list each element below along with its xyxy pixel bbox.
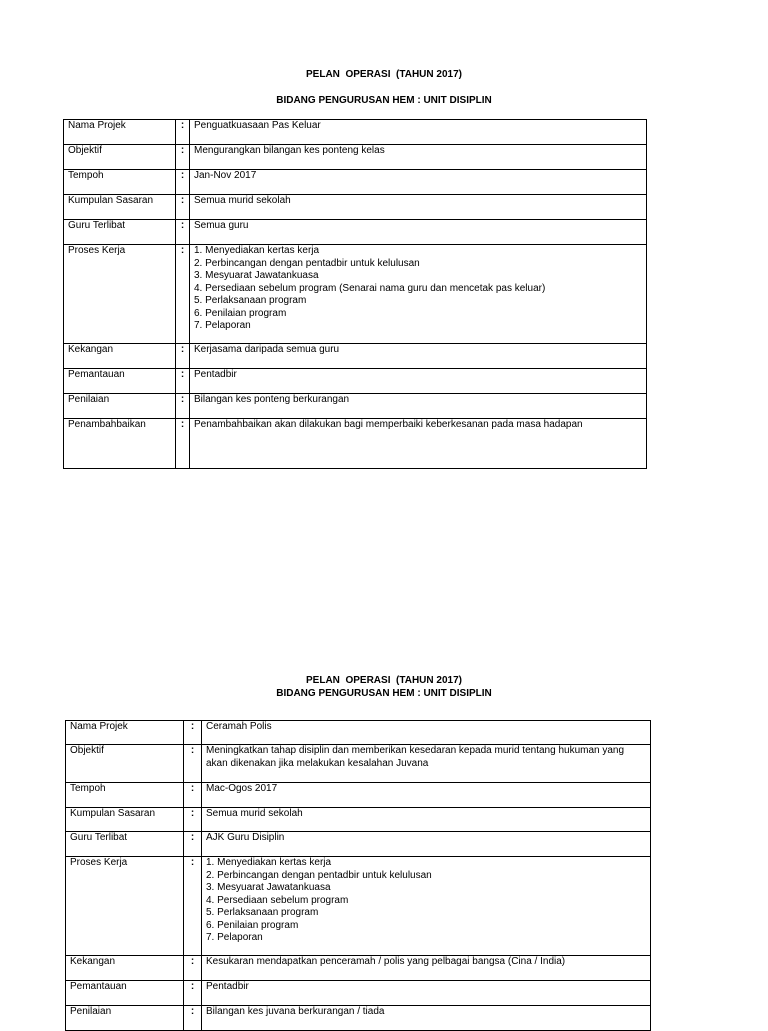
table-row (64, 245, 647, 344)
list-item: 2. Perbincangan dengan pentadbir untuk kelulusan (206, 869, 432, 881)
table-row (66, 832, 651, 857)
row-value: Bilangan kes ponteng berkurangan (190, 394, 647, 419)
table-row (66, 745, 651, 783)
process-list (194, 245, 642, 333)
colon: : (176, 170, 190, 195)
list-item: 6. Penilaian program (206, 919, 299, 931)
row-label: Guru Terlibat (64, 220, 176, 245)
colon: : (176, 120, 190, 145)
list-item: 2. Perbincangan dengan pentadbir untuk kelulusan (194, 257, 420, 269)
colon: : (176, 344, 190, 369)
colon: : (176, 195, 190, 220)
colon: : (184, 832, 202, 857)
row-value: Pentadbir (190, 369, 647, 394)
list-item: 3. Mesyuarat Jawatankuasa (206, 882, 331, 893)
row-value: Ceramah Polis (202, 721, 651, 745)
table-row (64, 145, 647, 170)
colon: : (176, 419, 190, 469)
colon: : (184, 745, 202, 783)
row-label: Penambahbaikan (64, 419, 176, 469)
row-label: Pemantauan (66, 981, 184, 1006)
table-row (66, 1006, 651, 1031)
row-label: Penilaian (66, 1006, 184, 1031)
row-label: Kekangan (66, 956, 184, 981)
row-label: Objektif (66, 745, 184, 783)
table-row (64, 120, 647, 145)
list-item: 4. Persediaan sebelum program (Senarai nama guru dan mencetak pas keluar) (194, 282, 546, 294)
list-item: 7. Pelaporan (194, 320, 251, 331)
list-item: 3. Mesyuarat Jawatankuasa (194, 270, 319, 281)
colon: : (184, 956, 202, 981)
row-label: Nama Projek (66, 721, 184, 745)
plan2-title: PELAN OPERASI (TAHUN 2017) (306, 675, 462, 686)
row-value: Penguatkuasaan Pas Keluar (190, 120, 647, 145)
colon: : (184, 857, 202, 956)
row-label: Penilaian (64, 394, 176, 419)
table-row (66, 808, 651, 832)
table-row (64, 369, 647, 394)
row-label: Objektif (64, 145, 176, 170)
list-item: 5. Perlaksanaan program (206, 907, 319, 918)
list-item: 4. Persediaan sebelum program (206, 894, 349, 906)
row-label: Kekangan (64, 344, 176, 369)
list-item: 1. Menyediakan kertas kerja (194, 245, 320, 256)
row-value: Semua murid sekolah (190, 195, 647, 220)
row-label: Nama Projek (64, 120, 176, 145)
table-row (64, 394, 647, 419)
colon: : (184, 808, 202, 832)
row-value (202, 857, 651, 956)
row-label: Tempoh (66, 783, 184, 808)
row-value: Semua guru (190, 220, 647, 245)
colon: : (176, 245, 190, 344)
colon: : (176, 145, 190, 170)
row-value: Kesukaran mendapatkan penceramah / polis yang pelbagai bangsa (Cina / India) (202, 956, 651, 981)
row-label: Proses Kerja (66, 857, 184, 956)
table-row (66, 956, 651, 981)
row-value: Mengurangkan bilangan kes ponteng kelas (190, 145, 647, 170)
row-label: Tempoh (64, 170, 176, 195)
row-value (190, 245, 647, 344)
table-row (64, 419, 647, 469)
row-value: Mac-Ogos 2017 (202, 783, 651, 808)
row-value: Bilangan kes juvana berkurangan / tiada (202, 1006, 651, 1031)
process-list (206, 857, 646, 945)
colon: : (176, 394, 190, 419)
table-row (66, 721, 651, 745)
row-value: Pentadbir (202, 981, 651, 1006)
plan2-table (65, 720, 651, 1031)
table-row (64, 170, 647, 195)
table-row (64, 195, 647, 220)
plan1-table (63, 119, 647, 469)
list-item: 1. Menyediakan kertas kerja (206, 857, 332, 868)
colon: : (184, 721, 202, 745)
row-value: Meningkatkan tahap disiplin dan memberikan kesedaran kepada murid tentang hukuman yang akan dikenakan jika melakukan kesalahan Juvana (202, 745, 651, 783)
colon: : (176, 220, 190, 245)
colon: : (184, 981, 202, 1006)
row-value: Jan-Nov 2017 (190, 170, 647, 195)
plan2-subtitle: BIDANG PENGURUSAN HEM : UNIT DISIPLIN (276, 688, 492, 699)
row-label: Kumpulan Sasaran (66, 808, 184, 832)
table-row (66, 783, 651, 808)
row-label: Kumpulan Sasaran (64, 195, 176, 220)
table-row (66, 857, 651, 956)
row-value: Penambahbaikan akan dilakukan bagi memperbaiki keberkesanan pada masa hadapan (190, 419, 647, 469)
list-item: 5. Perlaksanaan program (194, 295, 307, 306)
colon: : (184, 1006, 202, 1031)
row-value: Semua murid sekolah (202, 808, 651, 832)
row-value: AJK Guru Disiplin (202, 832, 651, 857)
row-label: Proses Kerja (64, 245, 176, 344)
table-row (64, 220, 647, 245)
list-item: 7. Pelaporan (206, 932, 263, 943)
row-value: Kerjasama daripada semua guru (190, 344, 647, 369)
plan1-title: PELAN OPERASI (TAHUN 2017) (306, 69, 462, 80)
table-row (64, 344, 647, 369)
row-label: Guru Terlibat (66, 832, 184, 857)
colon: : (176, 369, 190, 394)
colon: : (184, 783, 202, 808)
list-item: 6. Penilaian program (194, 307, 287, 319)
table-row (66, 981, 651, 1006)
row-label: Pemantauan (64, 369, 176, 394)
plan1-subtitle: BIDANG PENGURUSAN HEM : UNIT DISIPLIN (276, 95, 492, 106)
